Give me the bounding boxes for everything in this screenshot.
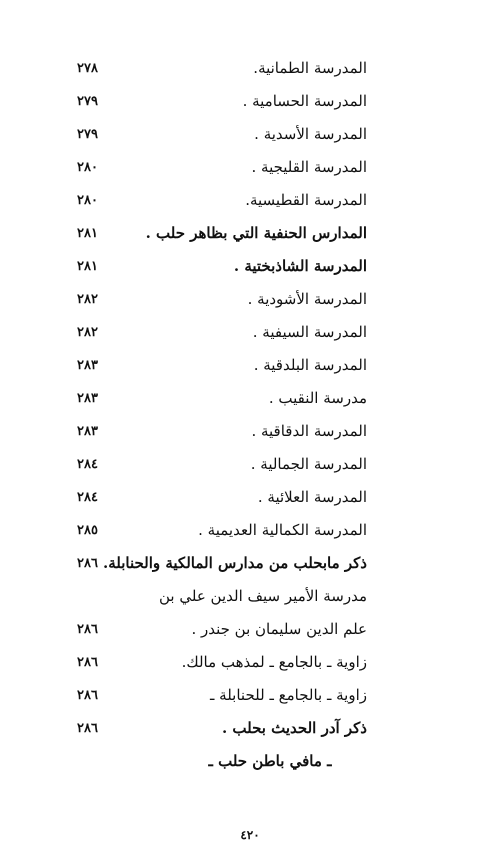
toc-entry-title: المدرسة العلائية .	[257, 488, 367, 506]
toc-entry-page: ٢٧٩	[77, 127, 98, 142]
toc-entry-title: المدرسة القطيسية.	[245, 191, 367, 209]
table-of-contents	[0, 52, 500, 778]
toc-entry-page: ٢٨٠	[77, 193, 98, 208]
toc-entry-title: المدرسة الأسدية .	[254, 125, 367, 143]
toc-row	[0, 448, 500, 481]
toc-entry-page: ٢٨٠	[77, 160, 98, 175]
toc-row	[0, 85, 500, 118]
toc-row	[0, 316, 500, 349]
toc-row	[0, 349, 500, 382]
toc-row	[0, 382, 500, 415]
toc-row	[0, 250, 500, 283]
toc-entry-page: ٢٨١	[77, 259, 98, 274]
toc-entry-title: ذكر مابحلب من مدارس المالكية والحنابلة.	[102, 554, 367, 572]
toc-entry-title: ذكر آدر الحديث بحلب .	[221, 719, 367, 737]
closing-heading-row	[0, 745, 500, 778]
toc-entry-title: المدارس الحنفية التي بظاهر حلب .	[145, 224, 367, 242]
toc-entry-page: ٢٨٦	[77, 655, 98, 670]
toc-entry-page: ٢٨٣	[77, 424, 98, 439]
toc-entry-page: ٢٨٦	[77, 622, 98, 637]
toc-entry-title: زاوية ـ بالجامع ـ للحنابلة ـ	[210, 686, 367, 704]
toc-row	[0, 118, 500, 151]
toc-entry-page: ٢٨٤	[77, 490, 98, 505]
toc-row	[0, 481, 500, 514]
toc-row	[0, 514, 500, 547]
closing-heading: ـ مافي باطن حلب ـ	[208, 752, 332, 770]
toc-entry-page: ٢٧٩	[77, 94, 98, 109]
toc-entry-page: ٢٨٦	[77, 556, 98, 571]
toc-entry-title: المدرسة الجمالية .	[250, 455, 367, 473]
toc-row	[0, 679, 500, 712]
toc-entry-title: المدرسة البلدقية .	[253, 356, 367, 374]
toc-row	[0, 151, 500, 184]
toc-entry-page: ٢٧٨	[77, 61, 98, 76]
toc-entry-page: ٢٨١	[77, 226, 98, 241]
toc-entry-title: زاوية ـ بالجامع ـ لمذهب مالك.	[181, 653, 367, 671]
page-number: ٤٢٠	[240, 828, 260, 842]
toc-entry-title: المدرسة الشاذبختية .	[233, 257, 367, 275]
toc-entry-page: ٢٨٥	[77, 523, 98, 538]
toc-row	[0, 52, 500, 85]
toc-entry-page: ٢٨٦	[77, 721, 98, 736]
toc-row	[0, 646, 500, 679]
toc-entry-title: المدرسة الأشودية .	[247, 290, 367, 308]
toc-entry-title: المدرسة السيفية .	[252, 323, 367, 341]
toc-row	[0, 217, 500, 250]
toc-entry-title: المدرسة الطمانية.	[253, 59, 367, 77]
toc-entry-page: ٢٨٢	[77, 292, 98, 307]
toc-entry-page: ٢٨٤	[77, 457, 98, 472]
toc-entry-page: ٢٨٣	[77, 391, 98, 406]
toc-row	[0, 283, 500, 316]
toc-row	[0, 547, 500, 580]
toc-entry-page: ٢٨٣	[77, 358, 98, 373]
toc-entry-title: المدرسة القليجية .	[251, 158, 367, 176]
toc-entry-title: مدرسة النقيب .	[268, 389, 367, 407]
toc-entry-title: علم الدين سليمان بن جندر .	[191, 620, 367, 638]
toc-entry-page: ٢٨٦	[77, 688, 98, 703]
toc-entry-title: مدرسة الأمير سيف الدين علي بن	[158, 587, 367, 605]
toc-entry-title: المدرسة الدقاقية .	[251, 422, 367, 440]
toc-row	[0, 712, 500, 745]
toc-row	[0, 415, 500, 448]
toc-row	[0, 613, 500, 646]
toc-row	[0, 580, 500, 613]
toc-row	[0, 184, 500, 217]
toc-entry-page: ٢٨٢	[77, 325, 98, 340]
toc-entry-title: المدرسة الكمالية العديمية .	[198, 521, 367, 539]
toc-entry-title: المدرسة الحسامية .	[242, 92, 367, 110]
